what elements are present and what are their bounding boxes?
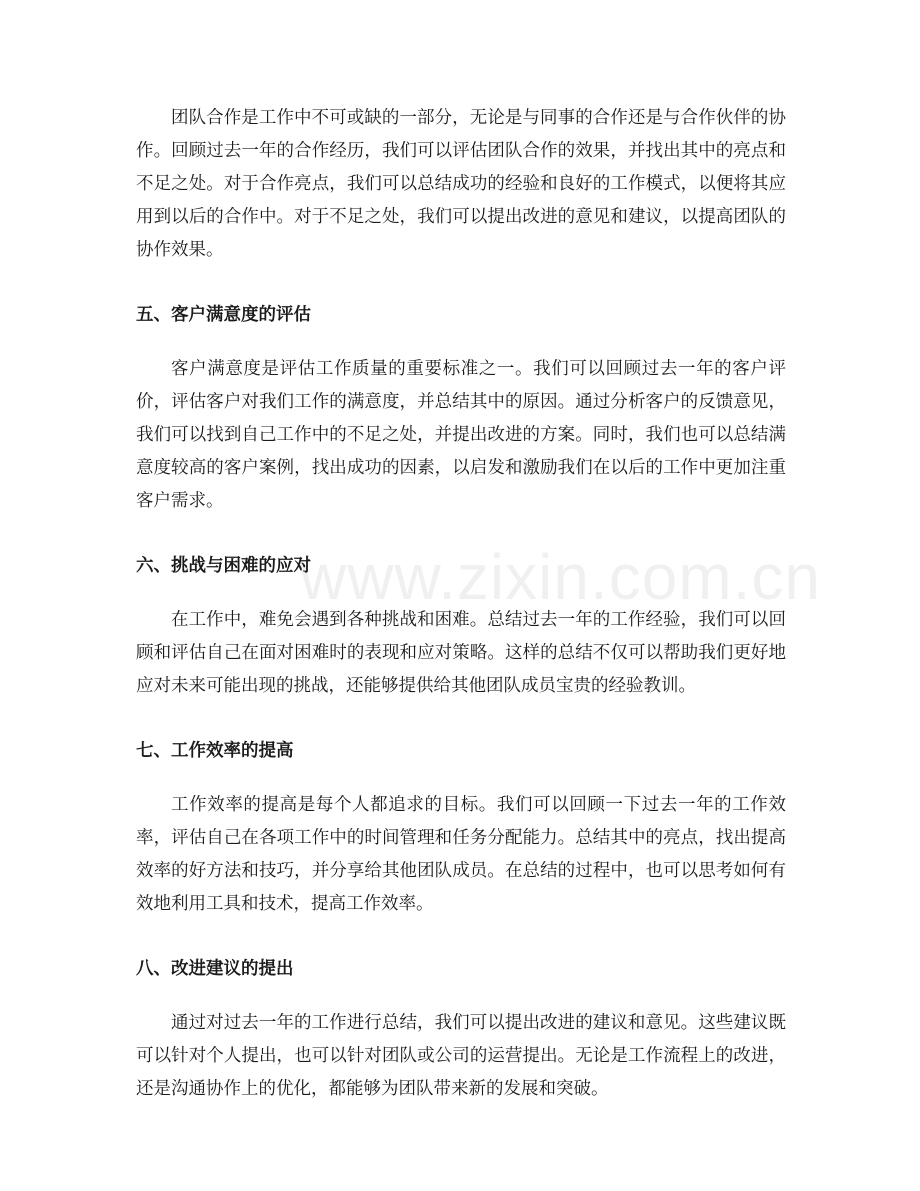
spacer <box>136 981 786 1007</box>
section-heading-5: 五、客户满意度的评估 <box>136 305 311 325</box>
spacer <box>136 578 786 604</box>
spacer <box>136 763 786 789</box>
section-paragraph-8: 通过对过去一年的工作进行总结，我们可以提出改进的建议和意见。这些建议既可以针对个人提出，也可以针对团队或公司的运营提出。无论是工作流程上的改进，还是沟通协作上的优化，都能够为团队带来新的发展和突破。 <box>136 1013 786 1099</box>
section-heading-8: 八、改进建议的提出 <box>136 959 294 979</box>
spacer <box>136 703 786 739</box>
spacer <box>136 327 786 353</box>
intro-paragraph: 团队合作是工作中不可或缺的一部分，无论是与同事的合作还是与合作伙伴的协作。回顾过去一年的合作经历，我们可以评估团队合作的效果，并找出其中的亮点和不足之处。对于合作亮点，我们可以总结成功的经验和良好的工作模式，以便将其应用到以后的合作中。对于不足之处，我们可以提出改进的意见和建议，以提高团队的协作效果。 <box>136 108 786 260</box>
watermark: www.zixin.com.cn <box>300 541 821 613</box>
section-paragraph-7: 工作效率的提高是每个人都追求的目标。我们可以回顾一下过去一年的工作效率，评估自己在各项工作中的时间管理和任务分配能力。总结其中的亮点，找出提高效率的好方法和技巧，并分享给其他团队成员。在总结的过程中，也可以思考如何有效地利用工具和技术，提高工作效率。 <box>136 795 786 914</box>
spacer <box>136 518 786 554</box>
document-body <box>136 102 786 1106</box>
section-paragraph-5: 客户满意度是评估工作质量的重要标准之一。我们可以回顾过去一年的客户评价，评估客户对我们工作的满意度，并总结其中的原因。通过分析客户的反馈意见，我们可以找到自己工作中的不足之处，并提出改进的方案。同时，我们也可以总结满意度较高的客户案例，找出成功的因素，以启发和激励我们在以后的工作中更加注重客户需求。 <box>136 359 786 511</box>
spacer <box>136 921 786 957</box>
section-heading-6: 六、挑战与困难的应对 <box>136 556 311 576</box>
section-heading-7: 七、工作效率的提高 <box>136 741 294 761</box>
spacer <box>136 267 786 303</box>
section-paragraph-6: 在工作中，难免会遇到各种挑战和困难。总结过去一年的工作经验，我们可以回顾和评估自己在面对困难时的表现和应对策略。这样的总结不仅可以帮助我们更好地应对未来可能出现的挑战，还能够提供给其他团队成员宝贵的经验教训。 <box>136 610 786 696</box>
